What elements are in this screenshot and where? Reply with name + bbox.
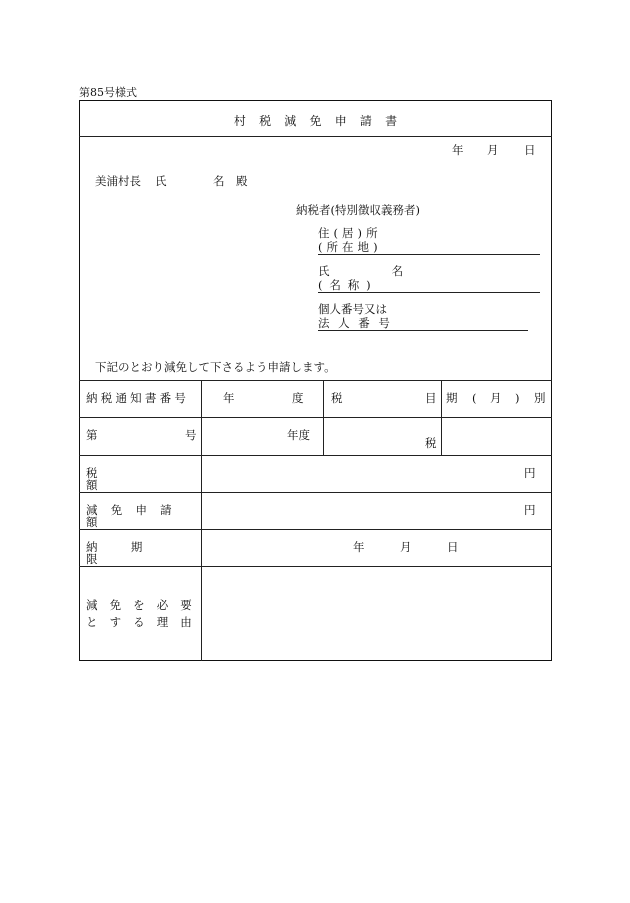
notice-number-text: 納税通知書番号	[86, 391, 190, 405]
address-label: 住(居)所	[318, 226, 382, 240]
deadline-year: 年	[353, 540, 365, 554]
application-statement: 下記のとおり減免して下さるよう申請します。	[95, 360, 336, 374]
addressee-shi: 氏	[155, 174, 167, 188]
period-tsuki: 月	[490, 391, 502, 405]
application-day: 日	[524, 143, 536, 157]
address-underline	[318, 254, 540, 255]
number-label: 個人番号又は	[318, 302, 387, 316]
tax-item-moku-label: 目	[425, 391, 437, 405]
notice-year-label: 年	[223, 391, 235, 405]
deadline-text: 納期限	[86, 540, 176, 566]
dai-label: 第	[86, 428, 98, 442]
reason-label-line-1: 減免を必要	[86, 598, 204, 612]
notice-do-label: 度	[292, 391, 304, 405]
application-month: 月	[487, 143, 499, 157]
row-line-1	[79, 417, 552, 418]
row-line-2	[79, 455, 552, 456]
application-year: 年	[452, 143, 464, 157]
title-divider	[79, 136, 552, 137]
name-underline	[318, 292, 540, 293]
reduction-amount-yen: 円	[524, 503, 536, 517]
deadline-label	[86, 542, 194, 565]
nendo-label: 年度	[287, 428, 310, 442]
period-open-paren: (	[472, 391, 477, 405]
reason-label-line-2: とする理由	[86, 615, 204, 629]
reduction-amount-label	[86, 505, 194, 528]
number-underline	[318, 330, 528, 331]
tax-item-zei-label: 税	[331, 391, 343, 405]
name-label: 氏 名	[318, 264, 429, 278]
row-line-5	[79, 566, 552, 567]
tax-amount-text: 税額	[86, 466, 170, 492]
row-line-3	[79, 492, 552, 493]
tax-amount-label	[86, 468, 194, 491]
addressee-den: 殿	[236, 174, 248, 188]
deadline-day: 日	[447, 540, 459, 554]
taxpayer-heading: 納税者(特別徴収義務者)	[296, 203, 420, 217]
period-ki: 期	[446, 391, 458, 405]
tax-name-zei-label: 税	[425, 436, 437, 450]
row-line-4	[79, 529, 552, 530]
tax-item-divider	[323, 380, 324, 455]
addressee-mei: 名	[213, 174, 225, 188]
period-divider	[441, 380, 442, 455]
form-number: 第85号様式	[79, 86, 137, 99]
go-label: 号	[185, 428, 197, 442]
reduction-amount-text: 減免申請額	[86, 503, 185, 529]
number-sub-label: 法人番号	[318, 316, 399, 330]
tax-amount-yen: 円	[524, 466, 536, 480]
name-sub-label: (名称)	[318, 278, 378, 292]
form-title: 村税減免申請書	[233, 114, 411, 128]
period-close-paren: )	[515, 391, 520, 405]
address-sub-label: (所在地)	[318, 240, 382, 254]
notice-number-label	[86, 393, 194, 405]
table-top-line	[79, 380, 552, 381]
deadline-month: 月	[400, 540, 412, 554]
reason-field[interactable]	[203, 568, 550, 659]
addressee-office: 美浦村長	[95, 174, 141, 188]
period-betsu: 別	[534, 391, 546, 405]
